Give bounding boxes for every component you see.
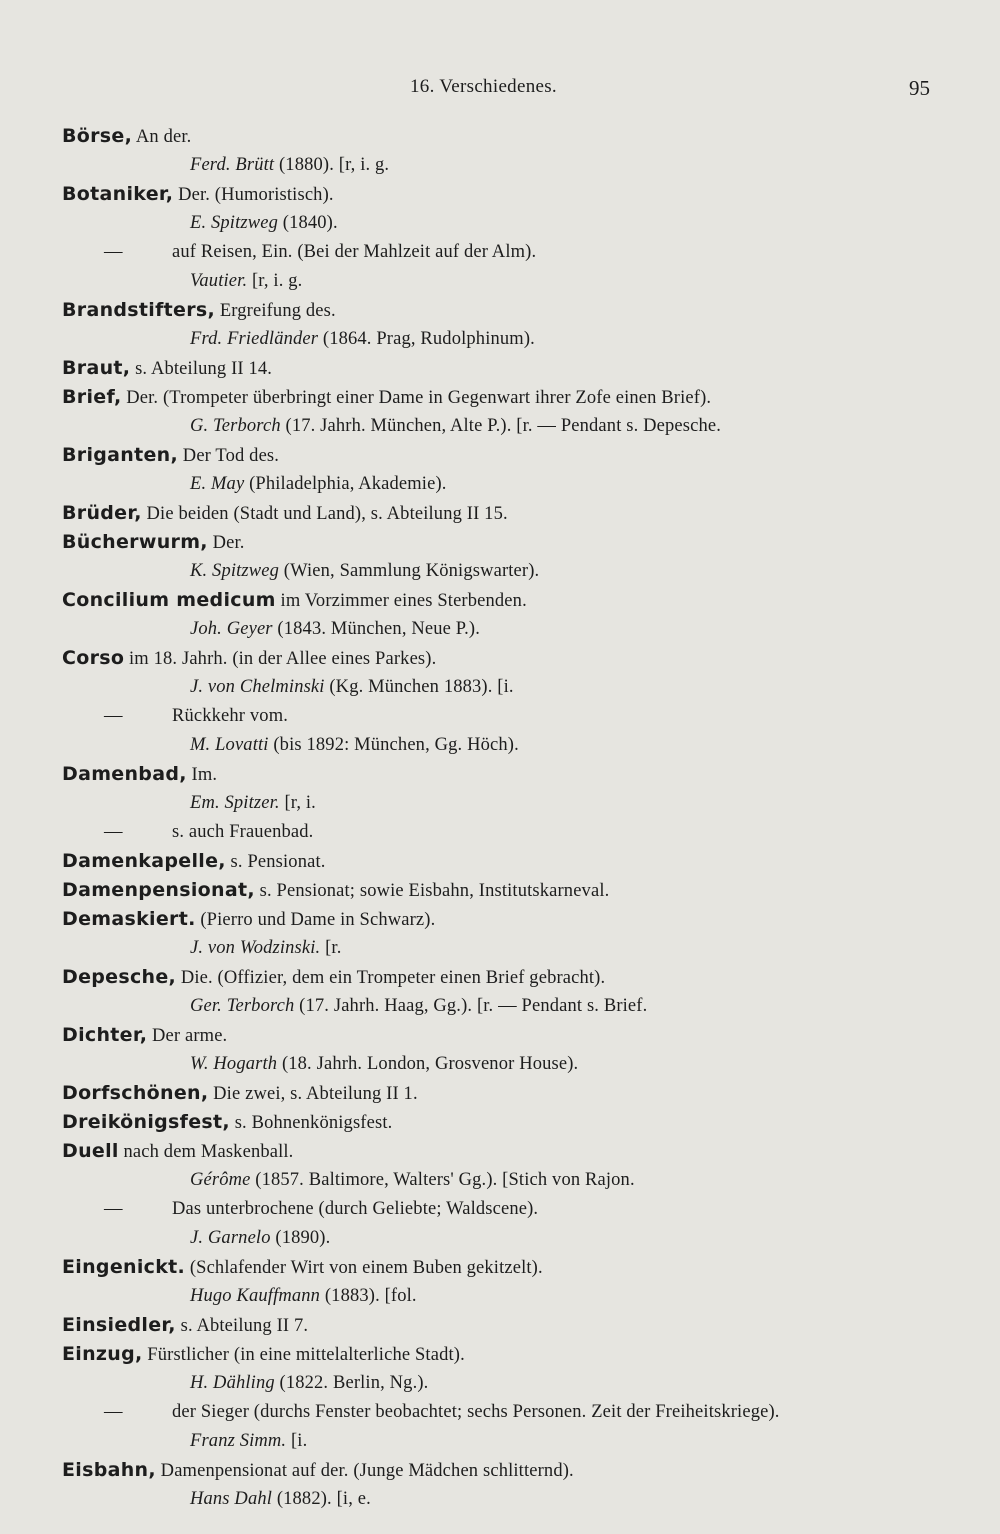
artwork-details: (1883). [fol. xyxy=(320,1286,417,1306)
entry-heading-line xyxy=(62,180,940,209)
entry-keyword: Börse, xyxy=(62,125,133,147)
entry-heading-line xyxy=(62,847,940,876)
ditto-dash: — xyxy=(104,1199,123,1219)
entry-keyword: Depesche, xyxy=(62,966,177,988)
entry-keyword: Dreikönigsfest, xyxy=(62,1111,230,1133)
sub-entry-text: auf Reisen, Ein. (Bei der Mahlzeit auf der Alm). xyxy=(172,242,537,262)
artwork-reference-line xyxy=(62,934,940,963)
section-title: 16. Verschiedenes. xyxy=(410,76,557,97)
page-number: 95 xyxy=(909,76,930,100)
entry-description: s. Abteilung II 7. xyxy=(175,1316,309,1336)
entry-keyword: Einzug, xyxy=(62,1343,143,1365)
artist-name: G. Terborch xyxy=(190,416,281,436)
artwork-details: [r. xyxy=(320,938,342,958)
entry-description: Fürstlicher (in eine mittelalterliche Stadt). xyxy=(142,1345,465,1365)
artist-name: Ger. Terborch xyxy=(190,996,295,1016)
entry-description: Der. xyxy=(207,533,245,553)
entry-heading-line xyxy=(62,1253,940,1282)
artist-name: Franz Simm. xyxy=(190,1431,287,1451)
artist-name: Hugo Kauffmann xyxy=(190,1286,321,1306)
entry-keyword: Corso xyxy=(62,647,125,669)
entry-heading-line xyxy=(62,1108,940,1137)
sub-entry-line xyxy=(62,818,940,847)
artwork-details: (17. Jahrh. München, Alte P.). [r. — Pendant s. Depesche. xyxy=(280,416,722,436)
entry-keyword: Braut, xyxy=(62,357,131,379)
entry-description: Die beiden (Stadt und Land), s. Abteilung II 15. xyxy=(141,504,508,524)
artist-name: E. May xyxy=(190,474,245,494)
entry-heading-line xyxy=(62,963,940,992)
artwork-details: (1857. Baltimore, Walters' Gg.). [Stich von Rajon. xyxy=(250,1170,635,1190)
entry-keyword: Botaniker, xyxy=(62,183,174,205)
sub-entry-line xyxy=(62,702,940,731)
artist-name: M. Lovatti xyxy=(190,735,269,755)
artwork-details: [i. xyxy=(286,1431,308,1451)
artwork-details: (1864. Prag, Rudolphinum). xyxy=(318,329,535,349)
entry-heading-line xyxy=(62,122,940,151)
sub-entry-line xyxy=(62,238,940,267)
entry-keyword: Eingenickt. xyxy=(62,1256,186,1278)
artwork-details: [r, i. g. xyxy=(247,271,303,291)
artwork-reference-line xyxy=(62,992,940,1021)
entry-heading-line xyxy=(62,1021,940,1050)
entry-keyword: Damenkapelle, xyxy=(62,850,226,872)
entry-keyword: Dichter, xyxy=(62,1024,148,1046)
entry-heading-line xyxy=(62,296,940,325)
entry-description: Der. (Humoristisch). xyxy=(173,185,334,205)
entry-keyword: Dorfschönen, xyxy=(62,1082,209,1104)
entry-description: Der arme. xyxy=(147,1026,228,1046)
entry-keyword: Duell xyxy=(62,1140,119,1162)
artwork-reference-line xyxy=(62,1282,940,1311)
entry-description: s. Pensionat. xyxy=(225,852,326,872)
entry-heading-line xyxy=(62,1137,940,1166)
index-entries xyxy=(62,122,940,1514)
artist-name: Vautier. xyxy=(190,271,248,291)
ditto-dash: — xyxy=(104,242,123,262)
artwork-details: [r, i. xyxy=(279,793,316,813)
entry-keyword: Concilium medicum xyxy=(62,589,276,611)
artist-name: Ferd. Brütt xyxy=(190,155,275,175)
sub-entry-text: der Sieger (durchs Fenster beobachtet; sechs Personen. Zeit der Freiheitskriege). xyxy=(172,1402,780,1422)
entry-description: im 18. Jahrh. (in der Allee eines Parkes). xyxy=(124,649,437,669)
artwork-details: (1840). xyxy=(277,213,338,233)
artist-name: H. Dähling xyxy=(190,1373,275,1393)
ditto-dash: — xyxy=(104,822,123,842)
entry-heading-line xyxy=(62,1456,940,1485)
artwork-details: (1822. Berlin, Ng.). xyxy=(274,1373,429,1393)
entry-keyword: Demaskiert. xyxy=(62,908,196,930)
entry-heading-line xyxy=(62,644,940,673)
sub-entry-text: Das unterbrochene (durch Geliebte; Waldscene). xyxy=(172,1199,539,1219)
entry-description: Die. (Offizier, dem ein Trompeter einen Brief gebracht). xyxy=(176,968,606,988)
artwork-reference-line xyxy=(62,731,940,760)
ditto-dash: — xyxy=(104,1402,123,1422)
entry-keyword: Brüder, xyxy=(62,502,142,524)
ditto-dash: — xyxy=(104,706,123,726)
artwork-reference-line xyxy=(62,209,940,238)
artist-name: Gérôme xyxy=(190,1170,251,1190)
artwork-reference-line xyxy=(62,1369,940,1398)
entry-keyword: Eisbahn, xyxy=(62,1459,156,1481)
entry-heading-line xyxy=(62,354,940,383)
artwork-reference-line xyxy=(62,673,940,702)
entry-heading-line xyxy=(62,499,940,528)
artist-name: Joh. Geyer xyxy=(190,619,273,639)
entry-keyword: Brief, xyxy=(62,386,122,408)
entry-description: im Vorzimmer eines Sterbenden. xyxy=(275,591,527,611)
artwork-reference-line xyxy=(62,470,940,499)
entry-keyword: Damenpensionat, xyxy=(62,879,255,901)
artist-name: J. von Chelminski xyxy=(190,677,325,697)
artwork-details: (1882). [i, e. xyxy=(272,1489,371,1509)
sub-entry-line xyxy=(62,1195,940,1224)
artwork-reference-line xyxy=(62,267,940,296)
entry-description: s. Pensionat; sowie Eisbahn, Institutskarneval. xyxy=(254,881,610,901)
artwork-reference-line xyxy=(62,615,940,644)
sub-entry-line xyxy=(62,1398,940,1427)
artist-name: K. Spitzweg xyxy=(190,561,280,581)
artwork-reference-line xyxy=(62,1166,940,1195)
entry-description: s. Abteilung II 14. xyxy=(130,359,273,379)
artwork-details: (Philadelphia, Akademie). xyxy=(244,474,447,494)
artwork-details: (Kg. München 1883). [i. xyxy=(324,677,514,697)
artwork-reference-line xyxy=(62,789,940,818)
artwork-reference-line xyxy=(62,325,940,354)
entry-description: (Pierro und Dame in Schwarz). xyxy=(195,910,436,930)
artwork-details: (bis 1892: München, Gg. Höch). xyxy=(268,735,519,755)
artwork-reference-line xyxy=(62,557,940,586)
entry-heading-line xyxy=(62,586,940,615)
artwork-details: (1880). [r, i. g. xyxy=(274,155,390,175)
artwork-reference-line xyxy=(62,1224,940,1253)
entry-heading-line xyxy=(62,383,940,412)
entry-description: Ergreifung des. xyxy=(215,301,336,321)
artwork-details: (17. Jahrh. Haag, Gg.). [r. — Pendant s. Brief. xyxy=(294,996,648,1016)
entry-heading-line xyxy=(62,876,940,905)
entry-description: Im. xyxy=(186,765,218,785)
entry-description: nach dem Maskenball. xyxy=(118,1142,294,1162)
entry-description: Der Tod des. xyxy=(178,446,280,466)
entry-keyword: Bücherwurm, xyxy=(62,531,208,553)
entry-heading-line xyxy=(62,760,940,789)
entry-description: An der. xyxy=(132,127,192,147)
entry-description: s. Bohnenkönigsfest. xyxy=(229,1113,393,1133)
artist-name: J. Garnelo xyxy=(190,1228,271,1248)
entry-keyword: Damenbad, xyxy=(62,763,187,785)
artist-name: Frd. Friedländer xyxy=(190,329,319,349)
entry-heading-line xyxy=(62,1340,940,1369)
entry-heading-line xyxy=(62,905,940,934)
artist-name: J. von Wodzinski. xyxy=(190,938,321,958)
running-header xyxy=(62,76,930,106)
artist-name: Em. Spitzer. xyxy=(190,793,280,813)
artist-name: W. Hogarth xyxy=(190,1054,278,1074)
entry-heading-line xyxy=(62,1311,940,1340)
entry-heading-line xyxy=(62,528,940,557)
artist-name: Hans Dahl xyxy=(190,1489,273,1509)
artwork-reference-line xyxy=(62,412,940,441)
artwork-details: (1890). xyxy=(270,1228,331,1248)
entry-keyword: Briganten, xyxy=(62,444,179,466)
artwork-reference-line xyxy=(62,1050,940,1079)
entry-heading-line xyxy=(62,1079,940,1108)
entry-description: Damenpensionat auf der. (Junge Mädchen schlitternd). xyxy=(155,1461,574,1481)
sub-entry-text: s. auch Frauenbad. xyxy=(172,822,314,842)
entry-keyword: Einsiedler, xyxy=(62,1314,176,1336)
entry-description: Der. (Trompeter überbringt einer Dame in Gegenwart ihrer Zofe einen Brief). xyxy=(121,388,712,408)
artwork-details: (1843. München, Neue P.). xyxy=(272,619,481,639)
entry-description: Die zwei, s. Abteilung II 1. xyxy=(208,1084,418,1104)
artwork-reference-line xyxy=(62,1485,940,1514)
entry-keyword: Brandstifters, xyxy=(62,299,216,321)
artist-name: E. Spitzweg xyxy=(190,213,278,233)
sub-entry-text: Rückkehr vom. xyxy=(172,706,289,726)
artwork-reference-line xyxy=(62,1427,940,1456)
entry-description: (Schlafender Wirt von einem Buben gekitzelt). xyxy=(185,1258,543,1278)
artwork-reference-line xyxy=(62,151,940,180)
artwork-details: (Wien, Sammlung Königswarter). xyxy=(279,561,540,581)
artwork-details: (18. Jahrh. London, Grosvenor House). xyxy=(277,1054,579,1074)
entry-heading-line xyxy=(62,441,940,470)
